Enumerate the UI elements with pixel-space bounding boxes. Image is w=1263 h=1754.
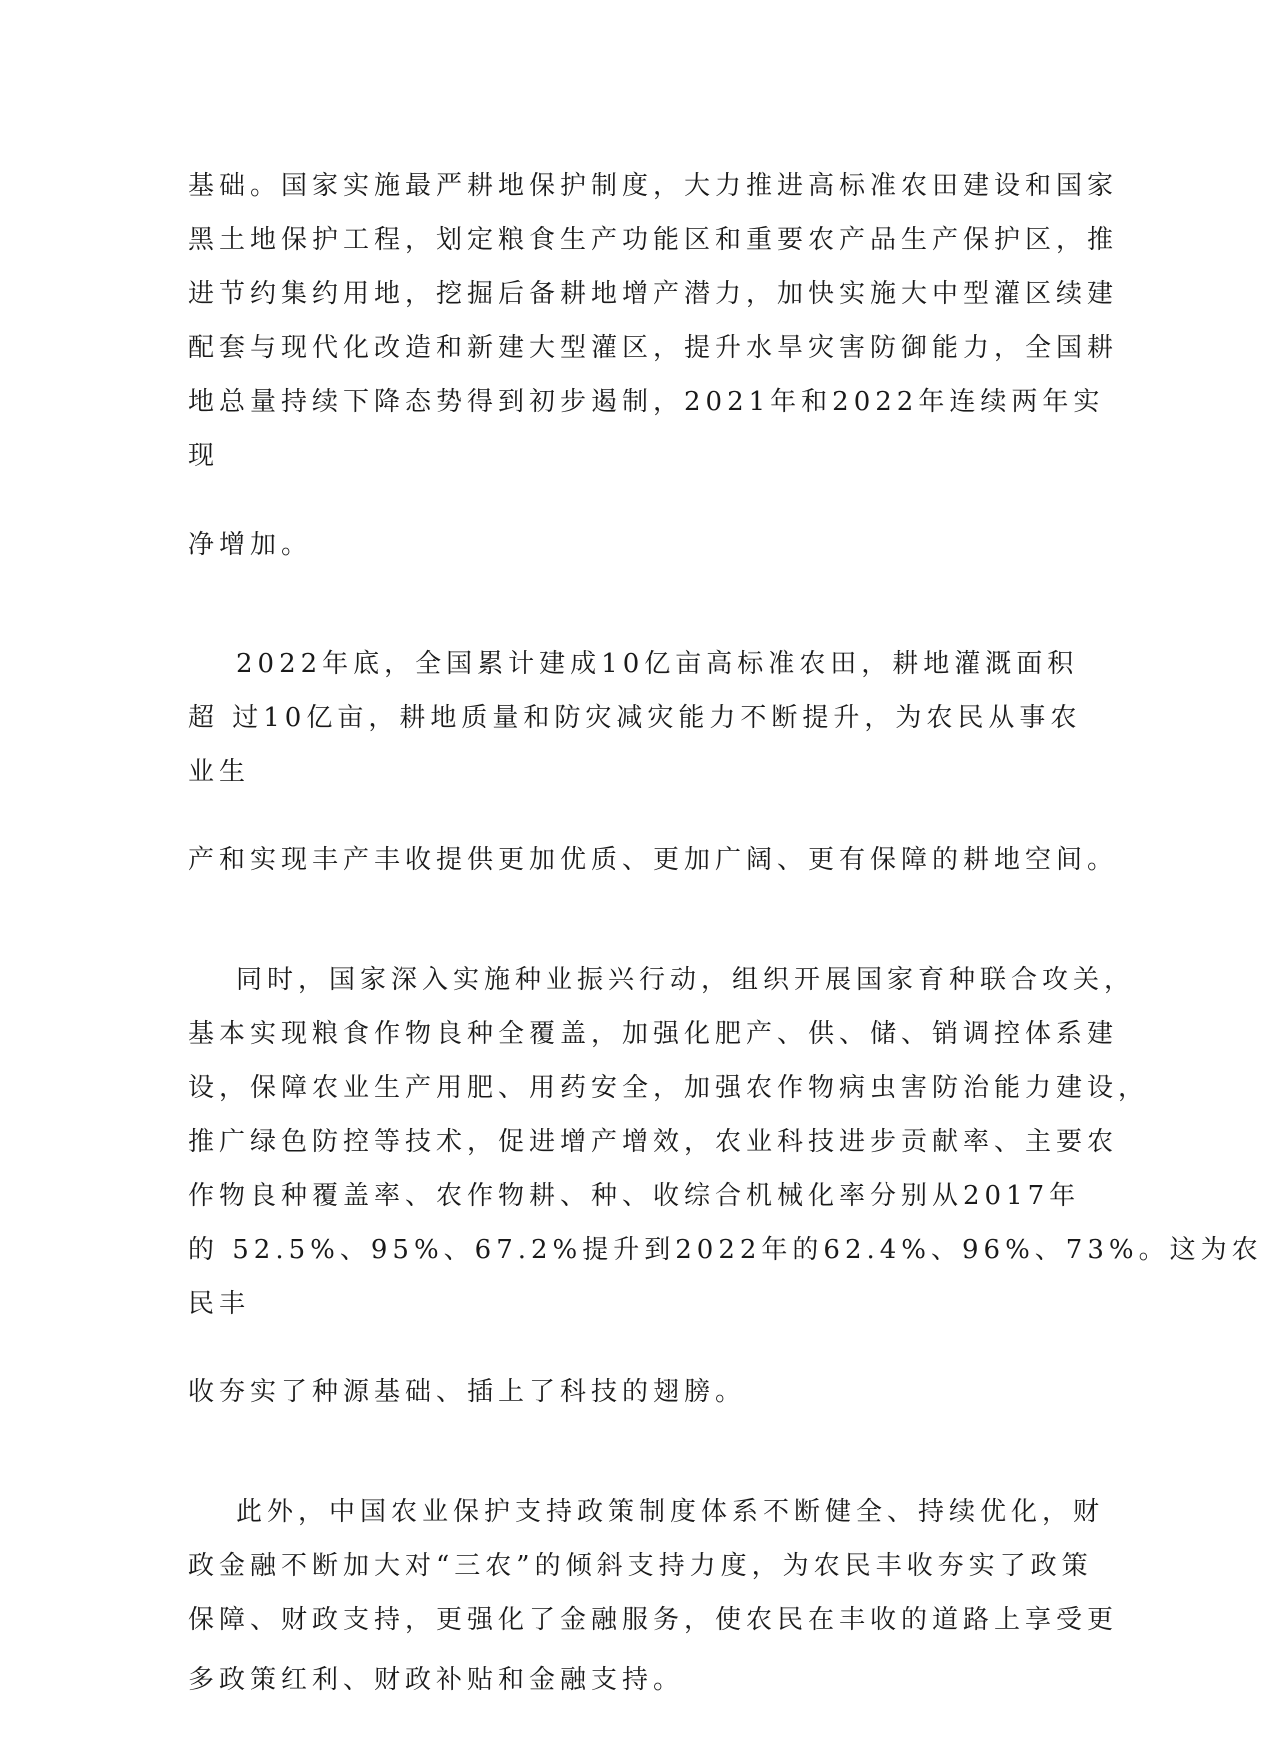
text-line: 超 过10亿亩，耕地质量和防灾减灾能力不断提升，为农民从事农 [188,703,1082,733]
text-line: 的 52.5%、95%、67.2%提升到2022年的62.4%、96%、73%。这为农 [188,1235,1263,1265]
text-line: 净增加。 [188,530,313,560]
text-line: 推广绿色防控等技术，促进增产增效，农业科技进步贡献率、主要农 [188,1127,1119,1157]
text-line: 设，保障农业生产用肥、用药安全，加强农作物病虫害防治能力建设， [188,1073,1150,1103]
text-line: 进节约集约用地，挖掘后备耕地增产潜力，加快实施大中型灌区续建 [188,279,1119,309]
text-line: 政金融不断加大对“三农”的倾斜支持力度，为农民丰收夯实了政策 [188,1551,1093,1581]
paragraph-first-line: 同时，国家深入实施种业振兴行动，组织开展国家育种联合攻关， [236,965,1136,995]
text-line: 作物良种覆盖率、农作物耕、种、收综合机械化率分别从2017年 [188,1181,1081,1211]
text-line: 黑土地保护工程，划定粮食生产功能区和重要农产品生产保护区，推 [188,225,1119,255]
text-line: 配套与现代化改造和新建大型灌区，提升水旱灾害防御能力，全国耕 [188,333,1119,363]
paragraph-first-line: 2022年底，全国累计建成10亿亩高标准农田，耕地灌溉面积 [236,649,1079,679]
text-line: 地总量持续下降态势得到初步遏制，2021年和2022年连续两年实 [188,387,1105,417]
text-line: 现 [188,441,220,471]
paragraph-first-line: 此外，中国农业保护支持政策制度体系不断健全、持续优化，财 [236,1497,1105,1527]
text-line: 保障、财政支持，更强化了金融服务，使农民在丰收的道路上享受更 [188,1605,1119,1635]
text-line: 产和实现丰产丰收提供更加优质、更加广阔、更有保障的耕地空间。 [188,845,1119,875]
text-line: 收夯实了种源基础、插上了科技的翅膀。 [188,1377,747,1407]
text-line: 基础。国家实施最严耕地保护制度，大力推进高标准农田建设和国家 [188,171,1119,201]
text-line: 基本实现粮食作物良种全覆盖，加强化肥产、供、储、销调控体系建 [188,1019,1119,1049]
text-line: 业生 [188,757,251,787]
text-line: 多政策红利、财政补贴和金融支持。 [188,1665,685,1695]
text-line: 民丰 [188,1289,251,1319]
